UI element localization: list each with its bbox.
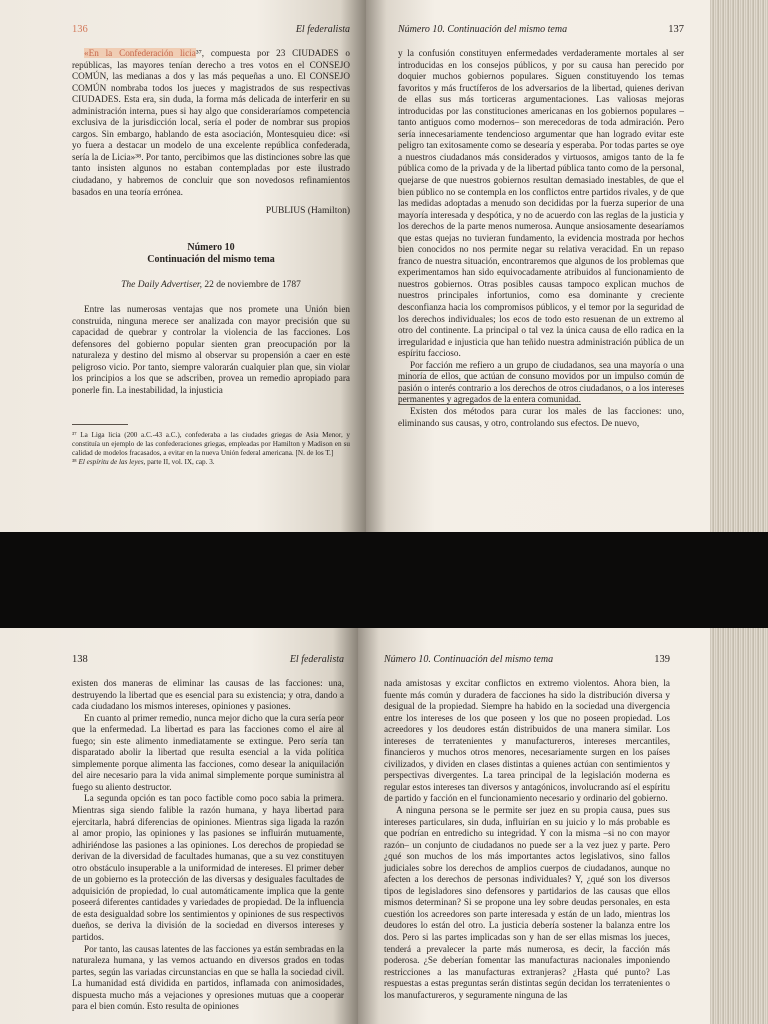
footnote <box>72 458 350 467</box>
essay-subtitle: Continuación del mismo tema <box>147 254 275 266</box>
body-paragraph: nada amistosas y excitar conflictos en extremo violentos. Ahora bien, la fuente más común y duradera de facciones ha sido la distribución diversa y desigual de la propiedad. Siempre ha habido en la sociedad una divergencia entre los intereses de los que poseen y los que no poseen propiedad. Los acreedores y los deudores están distribuidos de una manera similar. Los intereses de terratenientes y manufactureros, intereses mercantiles, financieros y muchos otros menores, necesariamente surgen en los países civilizados, y dividen en clases distintas a quienes actúan con sentimientos y perspectivas divergentes. La tarea principal de la legislación moderna es regular estos intereses tan diversos y antagónicos, involucrando así el espíritu de partido y facción en el funcionamiento necesario y ordinario del gobierno. <box>384 678 670 804</box>
body-paragraph: Por tanto, las causas latentes de las facciones ya están sembradas en la naturaleza humana, y las vemos actuando en diversos grados en todas partes, según las variadas circunstancias en que se halla la sociedad civil. La humanidad está dividida en partidos, inflamada con animosidades, dispuesta mucho más a vejaciones y opresiones mutuas que a cooperar para el bien común. Esto resulta de opiniones <box>72 943 344 1012</box>
bottom-scan <box>0 628 768 1024</box>
page-139 <box>358 628 710 1024</box>
page-number: 137 <box>668 24 684 35</box>
source-name: The Daily Advertiser, <box>121 280 202 291</box>
body-paragraph: En cuanto al primer remedio, nunca mejor dicho que la cura sería peor que la enfermedad. La libertad es para las facciones como el aire al fuego; sin este alimento inmediatamente se extingue. Pero sería tan disparatado abolir la libertad que resulta esencial a la vida política simplemente porque alimenta las facciones, como desear la aniquilación del aire necesario para la vida animal simplemente porque suministra al fuego su aliento destructor. <box>72 712 344 792</box>
body-paragraph <box>72 48 350 198</box>
footnote-work: El espíritu de las leyes <box>78 458 144 467</box>
page-header <box>384 654 670 668</box>
page-header <box>72 654 344 668</box>
footnote-mark: ³⁸ <box>72 458 79 467</box>
page-number: 138 <box>72 654 88 665</box>
page-edges <box>710 628 768 1024</box>
highlighted-text: «En la Confederación licia <box>84 48 196 58</box>
footnote: ³⁷ La Liga licia (200 a.C.-43 a.C.), confederaba a las ciudades griegas de Asia Menor, y constituía un ejemplo de las confederaciones griegas, empleadas por Hamilton y Madison en su calidad de modelos fracasados, a evitar en la nueva Unión federal americana. [N. de los T.] <box>72 431 350 457</box>
running-head: El federalista <box>295 24 350 35</box>
page-header <box>398 24 684 38</box>
source-line <box>72 280 350 290</box>
page-136 <box>0 0 366 532</box>
page-138 <box>0 628 358 1024</box>
body-paragraph: y la confusión constituyen enfermedades verdaderamente mortales al ser introducidas en los consejos públicos, y por su causa han perecido por doquier muchos gobiernos populares. Siguen constituyendo los temas favoritos y más fructíferos de los adversarios de la libertad, quienes derivan de ellas sus más torticeras argumentaciones. Las valiosas mejoras introducidas por las constituciones americanas en los gobiernos populares –tanto antiguos como modernos– son merecedoras de toda admiración. Pero sería innecesariamente tendencioso argumentar que han logrado evitar este peligro tan exitosamente como se desearía y esperaba. Por todas partes se oye a nuestros ciudadanos más considerados y virtuosos, amigos tanto de la fe pública como de la privada y de la libertad pública tanto como de la personal, quejarse de que nuestros gobiernos resultan demasiado inestables, de que el bien público no se contempla en los conflictos entre partidos rivales, y de que las medidas adoptadas a menudo son decididas por la fuerza superior de una mayoría interesada y despótica, y no de acuerdo con las reglas de la justicia y los derechos de la parte menos numerosa. Aunque ansiosamente desearíamos que estas quejas no tuvieran fundamento, la evidencia mostrada por hechos bien conocidos no nos permite negar su relativa veracidad. En un repaso franco de nuestra situación, encontraremos que algunos de los problemas que experimentamos han sido equivocadamente atribuidos al funcionamiento de nuestros gobiernos. Otras posibles causas tampoco explican muchos de nuestros principales infortunios, como esa dominante y creciente desconfianza hacia los compromisos públicos, y el temor por la seguridad de los derechos individuales; los ecos de todo esto resuenan de un extremo al otro del continente. La principal o tal vez la única causa de ello radica en la irregularidad e injusticia que han teñido nuestra administración pública de un espíritu faccioso. <box>398 48 684 359</box>
page-number: 136 <box>72 24 88 35</box>
body-paragraph: existen dos maneras de eliminar las causas de las facciones: una, destruyendo la libertad que es esencial para su existencia; y otra, dando a cada ciudadano los mismos intereses, opiniones y pasiones. <box>72 678 344 712</box>
page-edges <box>710 0 768 532</box>
underlined-text: Por facción me refiero a un grupo de ciudadanos, sea una mayoría o una minoría de ellos, que actúan de consuno movidos por un impulso común de pasión o interés contrario a los derechos de otros ciudadanos, o a los intereses permanentes y agregados de la entera comunidad. <box>398 359 684 405</box>
running-head: Número 10. Continuación del mismo tema <box>384 654 554 665</box>
page-header <box>72 24 350 38</box>
body-paragraph: Entre las numerosas ventajas que nos promete una Unión bien construida, ninguna merece ser analizada con mayor precisión que su capacidad de quebrar y controlar la violencia de las facciones. Los defensores del gobierno popular sienten gran preocupación por la naturaleza y destino del mismo al observar su propensión a caer en este peligroso vicio. Por tanto, siempre valorarán cualquier plan que, sin violar los principios a los que se adscriben, provea un remedio apropiado para ponerle fin. La inestabilidad, la injusticia <box>72 304 350 395</box>
signature: PUBLIUS (Hamilton) <box>265 206 350 217</box>
body-paragraph: A ninguna persona se le permite ser juez en su propia causa, pues sus intereses particulares, sin duda, influirían en su juicio y lo más probable es que podrían en entredicho su integridad. Y con la misma –si no con mayor razón– un conjunto de ciudadanos no puede ser a la vez juez y parte. Pero ¿qué son muchos de los más importantes actos legislativos, sino fallos judiciales sobre los derechos de amplios cuerpos de ciudadanos, aunque no afecten a los derechos de personas individuales? Y, ¿qué son los diversos tipos de legisladores sino defensores y partidarios de las causas que ellos mismos determinan? Si se propone una ley sobre deudas personales, en esta cuestión los acreedores son parte interesada y están de un lado, mientras los deudores lo están del otro. La justicia debería sostener la balanza entre los dos. Pero si las partes implicadas son y han de ser ellas mismas los jueces, tenderá a prevalecer la parte más numerosa, es decir, la facción más poderosa. ¿Se deberían fomentar las manufacturas nacionales imponiendo restricciones a las manufacturas extranjeras? ¿Hasta qué punto? Las respuestas a estas preguntas serán distintas según decidan los terratenientes o los manufactureros, y seguramente ninguna de las <box>384 805 670 1000</box>
body-paragraph <box>398 360 684 406</box>
page-number: 139 <box>654 654 670 665</box>
running-head: Número 10. Continuación del mismo tema <box>398 24 568 35</box>
footnote-rule <box>72 424 128 425</box>
page-137 <box>366 0 710 532</box>
body-paragraph: Existen dos métodos para curar los males de las facciones: uno, eliminando sus causas, y otro, controlando sus efectos. De nuevo, <box>398 405 684 428</box>
footnote-text: , parte II, vol. IX, cap. 3. <box>143 458 215 467</box>
paragraph-text: ³⁷, compuesta por 23 CIUDADES o repúblicas, las mayores tenían derecho a tres votos en el CONSEJO COMÚN, las medianas a dos y las más pequeñas a uno. El CONSEJO COMÚN nombraba todos los jueces y magistrados de sus respectivas CIUDADES. Esta era, sin duda, la forma más delicada de interferir en su administración interna, pues si hay algo que consideraríamos competencia exclusiva de la jurisdicción local, sería el poder de nombrar sus propios cargos. Sin embargo, hablando de esta asociación, Montesquieu dice: «si yo fuera a destacar un modelo de una excelente república confederada, sería la de Licia»³⁸. Por tanto, percibimos que las distinciones sobre las que tanto insisten algunos no estaban contempladas por este ilustrado ciudadano, y habremos de concluir que son novedosos refinamientos basados en una teoría errónea. <box>72 48 350 197</box>
body-paragraph: La segunda opción es tan poco factible como poco sabia la primera. Mientras siga siendo falible la razón humana, y haya libertad para ejercitarla, habrá diferencias de opiniones. Mientras siga ligada la razón al amor propio, las opiniones y las pasiones se influirán mutuamente, adhiriéndose las pasiones a las opiniones. Los derechos de propiedad se derivan de la diversidad de facultades humanas, que a su vez constituyen otro obstáculo insuperable a la uniformidad de intereses. El primer deber de un gobierno es la protección de las diversas y desiguales facultades de adquisición de propiedad, lo cual automáticamente implica que la gente poseerá diferentes cantidades y variedades de propiedad. De la influencia de esta desigualdad sobre los sentimientos y opiniones de sus respectivos dueños, se deriva la división de la sociedad en diversos intereses y partidos. <box>72 793 344 943</box>
running-head: El federalista <box>289 654 344 665</box>
source-date: 22 de noviembre de 1787 <box>201 280 301 291</box>
essay-number: Número 10 <box>187 242 235 254</box>
